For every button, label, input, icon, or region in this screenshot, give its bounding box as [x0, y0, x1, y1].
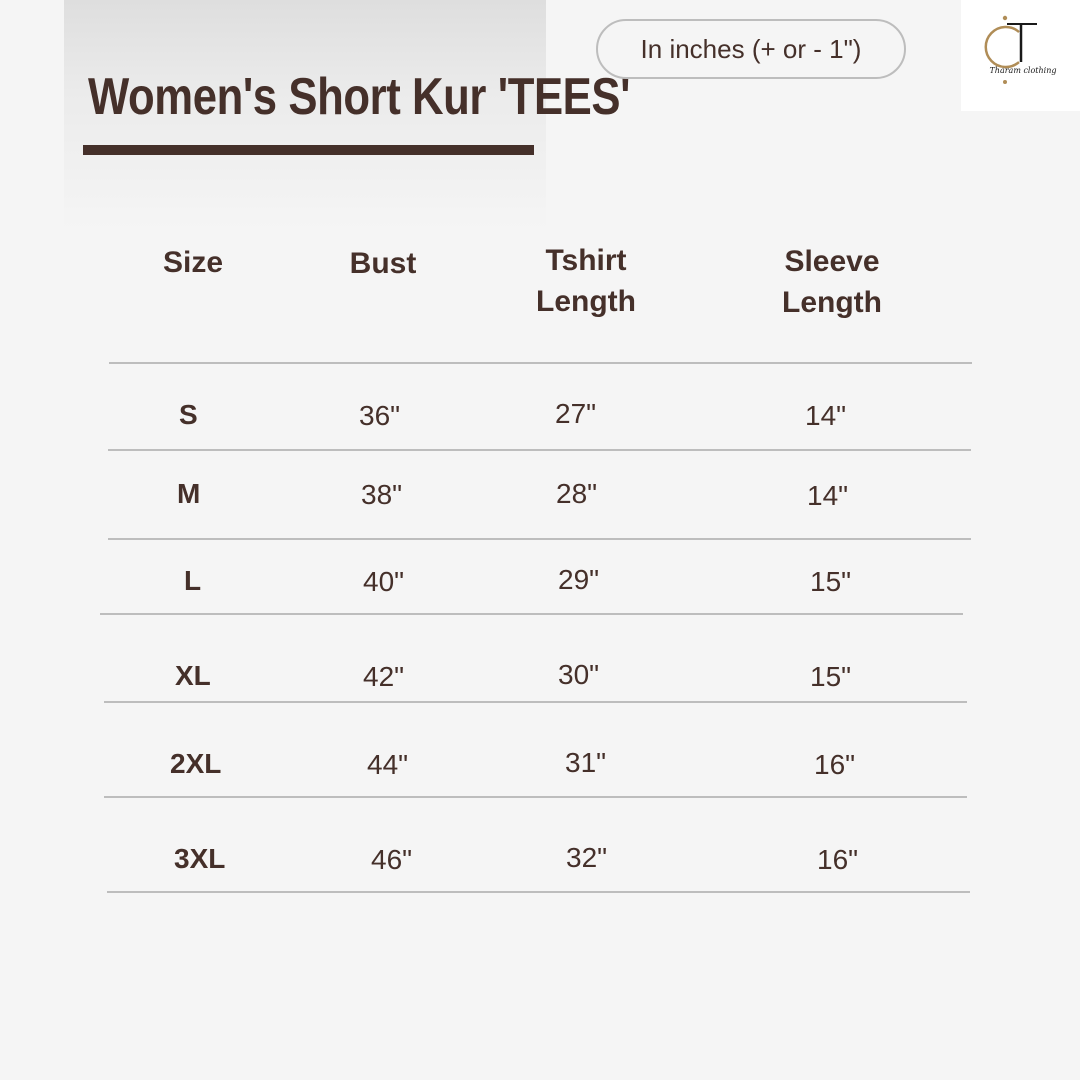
size-cell: S [179, 399, 198, 430]
bust-cell: 42" [363, 661, 405, 692]
sleeve-length-cell: 14" [805, 400, 847, 431]
header-bust [333, 243, 433, 284]
header-tshirt-length-line2: Length [536, 285, 636, 318]
table-divider [104, 701, 967, 703]
unit-note-badge [596, 19, 906, 79]
brand-logo [961, 0, 1080, 111]
header-tshirt-length-line1: Tshirt [545, 244, 627, 277]
table-divider [100, 613, 963, 615]
bust-cell: 46" [371, 844, 413, 875]
table-divider [108, 538, 971, 540]
tshirt-length-cell: 27" [555, 398, 597, 429]
header-size-label: Size [162, 246, 224, 279]
page-title: Women's Short Kur 'TEES' [88, 68, 631, 126]
header-size [143, 242, 243, 283]
header-bust-label: Bust [349, 247, 417, 280]
sleeve-length-cell: 14" [807, 480, 849, 511]
title-underline [83, 145, 534, 155]
size-cell: 3XL [174, 843, 226, 874]
bust-cell: 36" [359, 400, 401, 431]
header-sleeve-length-line1: Sleeve [784, 245, 880, 278]
size-cell: L [184, 565, 202, 596]
header-sleeve-length-line2: Length [782, 286, 882, 319]
size-cell: M [177, 478, 201, 509]
size-cell: 2XL [170, 748, 222, 779]
table-divider [109, 362, 972, 364]
logo-caption: Tharam clothing [989, 66, 1057, 75]
sleeve-length-cell: 15" [810, 661, 852, 692]
sleeve-length-cell: 16" [817, 844, 859, 875]
logo-monogram-icon [961, 0, 1080, 111]
tshirt-length-cell: 30" [558, 659, 600, 690]
tshirt-length-cell: 32" [566, 842, 608, 873]
bust-cell: 44" [367, 749, 409, 780]
sleeve-length-cell: 16" [814, 749, 856, 780]
bust-cell: 38" [361, 479, 403, 510]
tshirt-length-cell: 31" [565, 747, 607, 778]
header-tshirt-length [516, 240, 656, 322]
size-cell: XL [175, 660, 211, 691]
table-divider [107, 891, 970, 893]
tshirt-length-cell: 29" [558, 564, 600, 595]
table-divider [104, 796, 967, 798]
bust-cell: 40" [363, 566, 405, 597]
tshirt-length-cell: 28" [556, 478, 598, 509]
table-divider [108, 449, 971, 451]
unit-note-text: In inches (+ or - 1") [640, 33, 862, 64]
sleeve-length-cell: 15" [810, 566, 852, 597]
header-sleeve-length [762, 241, 902, 323]
